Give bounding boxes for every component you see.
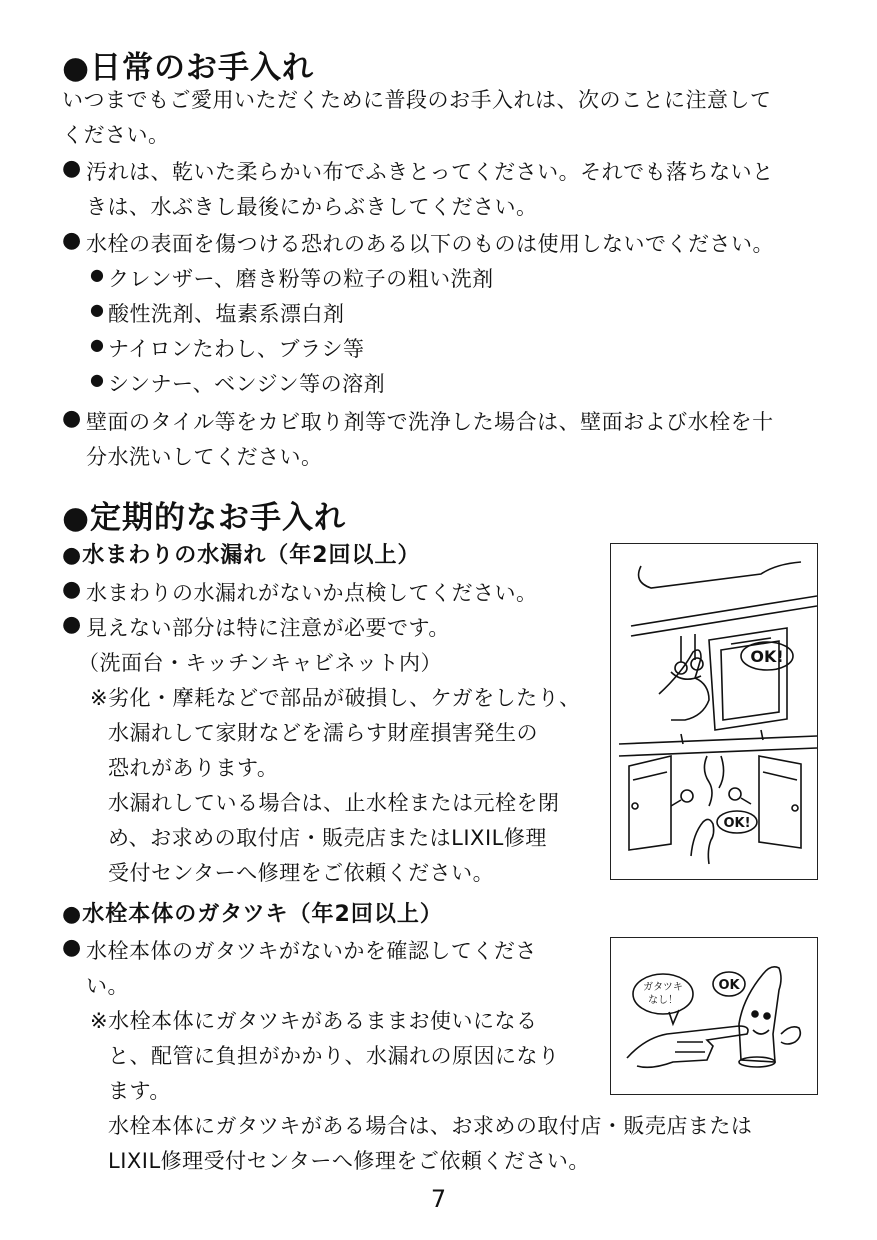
section-title-daily-care: ●日常のお手入れ	[62, 50, 315, 86]
gatatsuki-label-line-1: ガタツキ	[643, 982, 683, 993]
small-bullet-icon: ●	[90, 265, 104, 284]
bullet-icon: ●	[62, 577, 82, 602]
care-item-3-line-2: 分水洗いしてください。	[86, 445, 323, 469]
care-item-1-line-1: 汚れは、乾いた柔らかい布でふきとってください。それでも落ちないと	[86, 160, 774, 184]
care-item-2: 水栓の表面を傷つける恐れのある以下のものは使用しないでください。	[86, 232, 774, 256]
leak-item-2-line-1: 見えない部分は特に注意が必要です。	[86, 616, 450, 640]
leak-note-line-1: ※劣化・摩耗などで部品が破損し、ケガをしたり、	[90, 686, 581, 710]
prohibited-item-2: 酸性洗剤、塩素系漂白剤	[108, 302, 345, 326]
prohibited-item-3: ナイロンたわし、ブラシ等	[108, 337, 365, 361]
bullet-icon: ●	[62, 228, 82, 253]
faucet-wobble-illustration	[610, 937, 818, 1095]
wobble-note-line-5: LIXIL修理受付センターへ修理をご依頼ください。	[108, 1149, 590, 1173]
page-number: 7	[430, 1185, 447, 1213]
leak-note-line-5: め、お求めの取付店・販売店またはLIXIL修理	[108, 826, 547, 850]
gatatsuki-label-line-2: なし！	[648, 995, 678, 1006]
intro-line-1: いつまでもご愛用いただくために普段のお手入れは、次のことに注意して	[62, 88, 772, 112]
leak-check-illustration	[610, 543, 818, 880]
wobble-note-line-1: ※水栓本体にガタツキがあるままお使いになる	[90, 1009, 538, 1033]
wobble-item-line-2: い。	[86, 974, 129, 998]
small-bullet-icon: ●	[90, 300, 104, 319]
wobble-note-line-4: 水栓本体にガタツキがある場合は、お求めの取付店・販売店または	[108, 1114, 753, 1138]
bullet-icon: ●	[62, 612, 82, 637]
bullet-icon: ●	[62, 935, 82, 960]
care-item-3-line-1: 壁面のタイル等をカビ取り剤等で洗浄した場合は、壁面および水栓を十	[86, 410, 774, 434]
small-bullet-icon: ●	[90, 370, 104, 389]
bullet-icon: ●	[62, 156, 82, 181]
subsection-title-leak-check: ●水まわりの水漏れ（年2回以上）	[62, 543, 421, 568]
leak-note-line-3: 恐れがあります。	[108, 756, 279, 780]
leak-note-line-2: 水漏れして家財などを濡らす財産損害発生の	[108, 721, 538, 745]
care-item-1-line-2: きは、水ぶきし最後にからぶきしてください。	[86, 195, 538, 219]
section-title-periodic-care: ●定期的なお手入れ	[62, 500, 347, 536]
ok-label: OK!	[723, 816, 751, 831]
leak-item-2-line-2: （洗面台・キッチンキャビネット内）	[78, 651, 443, 675]
leak-note-line-6: 受付センターへ修理をご依頼ください。	[108, 861, 495, 885]
subsection-title-wobble-check: ●水栓本体のガタツキ（年2回以上）	[62, 902, 443, 927]
wobble-note-line-3: ます。	[108, 1079, 171, 1103]
intro-line-2: ください。	[62, 123, 170, 147]
wobble-note-line-2: と、配管に負担がかかり、水漏れの原因になり	[108, 1044, 560, 1068]
ok-label: OK!	[750, 647, 784, 666]
leak-note-line-4: 水漏れしている場合は、止水栓または元栓を閉	[108, 791, 560, 815]
ok-label: OK	[718, 978, 740, 993]
prohibited-item-1: クレンザー、磨き粉等の粒子の粗い洗剤	[108, 267, 494, 291]
bullet-icon: ●	[62, 406, 82, 431]
leak-item-1: 水まわりの水漏れがないか点検してください。	[86, 581, 538, 605]
prohibited-item-4: シンナー、ベンジン等の溶剤	[108, 372, 386, 396]
small-bullet-icon: ●	[90, 335, 104, 354]
wobble-item-line-1: 水栓本体のガタツキがないかを確認してくださ	[86, 939, 537, 963]
